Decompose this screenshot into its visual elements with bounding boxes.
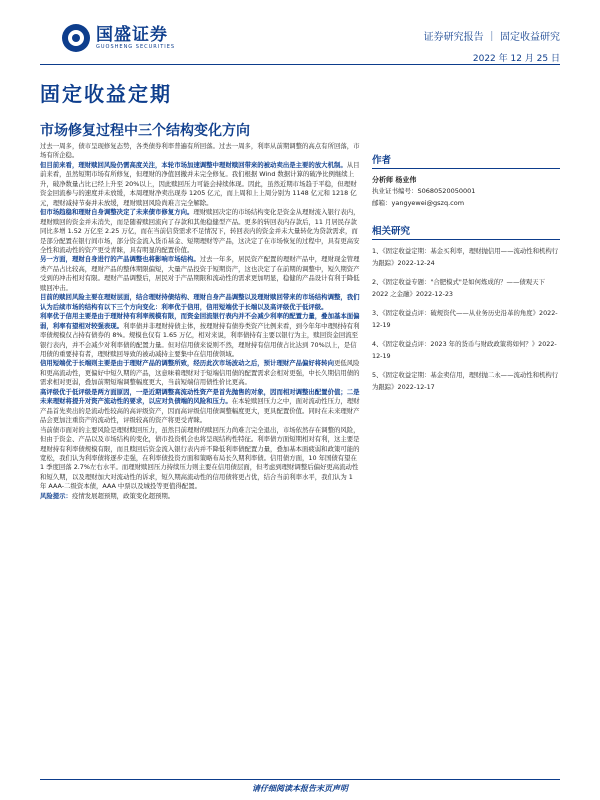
- company-logo: [62, 24, 175, 52]
- logo-icon: [62, 24, 90, 52]
- paragraph-9: 当前债市面对的主要风险是理财赎回压力，虽然目前理财的赎回压力尚难言完全退出，市场依然存在调整的风险，但由于资金、产品以及市场结构的变化，债市投资机会也将呈现结构性特征。利率债方面短期相对有利，这主要是理财持有利率债规模有限，而且赎回后资金流入银行表内并不降低利率债配置力量，叠加基本面疲弱和政策可能的宽松，我们认为利率债将逐步走强，在利率债投资方面和策略布局长久期利率债。信用债方面，10 年国债有望在 1 季度回落 2.7%左右水平。而理财赎回压力持续压力则主要在信用债层面，但考虑到理财调整后偏好更高流动性和短久期，以及理财加大对流动性的诉求，短久期高流动性的信用债将更占优，结合当前利率水平，我们认为 1 年 AAA-二级资本债，AAA 中票以及城投等更值得配置。: [40, 425, 360, 491]
- paragraph-8: 高评级优于低评级是两方面原因，一是近期调整高流动性资产是首先抛售的对象，因而相对调整出配置价值；二是未来理财将提升对资产流动性的要求，以应对负债端的风险和压力。在本轮赎回压力之中，面对流动性压力，理财产品首先卖出的是流动性较高的高评级资产，因而高评级信用债调整幅度更大，更具配置价值。同时在未来理财产品会更加注重资产的流动性，评级较高的资产将更受青睐。: [40, 387, 360, 425]
- related-report[interactable]: 5、《固定收益定期：基金卖信用，理财抛二永——流动性和机构行为跟踪》2022-12-17: [372, 371, 559, 391]
- report-type: 证券研究报告 ｜ 固定收益研究: [423, 32, 560, 43]
- related-report[interactable]: 3、《固定收益点评：破规资代——从业务历史沿革的角度》2022-12-19: [372, 309, 558, 329]
- author-names: 分析师 杨业伟: [372, 176, 417, 184]
- logo-name-en: GUOSHENG SECURITIES: [96, 44, 176, 50]
- header-divider: [40, 64, 560, 65]
- main-body: [40, 142, 360, 501]
- paragraph-4: 另一方面，理财自身进行的产品调整也将影响市场结构。过去一年多，居民资产配置的理财产品中，理财现金管理类产品占比较高，理财产品的整体期限偏短，大量产品投资于短期资产，这也决定了在前期的调整中，短久期资产受到的冲击相对有限。理财产品调整后，居民对于产品期限和流动性的需求更加明显，稳健的产品设计有利于降低赎回冲击。: [40, 255, 360, 292]
- report-date: 2022 年 12 月 25 日: [472, 54, 560, 64]
- footer-divider: [40, 779, 560, 780]
- page-subtitle: 市场修复过程中三个结构变化方向: [40, 123, 250, 139]
- report-meta: [424, 28, 560, 64]
- author-email[interactable]: 邮箱：yangyewei@gszq.com: [372, 199, 465, 207]
- paragraph-3: 但市场趋稳和理财自身调整决定了未来债市修复方向。理财赎回决定的市场结构变化是资金从理财流入银行表内，理财赎回的资金并未消失，而是随着赎回流向了存款和其他稳健型产品。更多的转回表内存款后，11 月居民存款同比多增 1.52 万亿至 2.25 万亿，而在当前信贷需求不足情况下，转回表内的资金并未大量转化为贷款需求，而是部分配置在银行间市场，部分资金流入货币基金、短期理财等产品，这决定了在市场恢复的过程中，具有更高安全性和流动性的资产更受青睐，具有明显的配置价值。: [40, 208, 360, 254]
- paragraph-1: 过去一周多，债市呈现修复态势，各类债券利率普遍有所回落。过去一周多，利率从前期调整的高点有所回落，市场有所企稳。: [40, 142, 360, 160]
- paragraph-5: 目前的赎回风险主要在理财层面，结合理财持债结构、理财自身产品调整以及理财赎回带来的市场结构调整，我们认为后续市场的结构有以下三个方向变化：利率优于信用，信用短端优于长端以及高评级优于低评级。: [40, 293, 360, 311]
- paragraph-7: 信用短端优于长端则主要是由于理财产品的调整所致，经历此次市场波动之后，预计理财产品偏好将转向更低风险和更高流动性，更偏好中短久期的产品，这意味着理财对于短端信用债的配置需求会相对更强，中长久期信用债的需求相对更弱，叠加前期短端调整幅度更大，当前短端信用债性价比更高。: [40, 359, 360, 387]
- author-cert: 执业证书编号：S0680520050001: [372, 187, 476, 195]
- logo-name: 国盛证券: [96, 25, 168, 45]
- related-report[interactable]: 1、《固定收益定期：基金买利率，理财抛信用——流动性和机构行为跟踪》2022-12-24: [372, 247, 559, 267]
- page-title: 固定收益定期: [40, 82, 172, 106]
- paragraph-6: 利率优于信用主要是由于理财持有利率规模有限，而资金回流银行表内并不会减少利率的配置力量，叠加基本面偏弱，利率有望相对较强表现。利率债并非理财持债主体，按理财持有债券类资产比例来看，到今年年中理财持有利率债规模仅占持有债券的 8%。规模也仅有 1.65 万亿，相对来说，利率债持有主要以银行为主，赎回资金回流至银行表内，并不会减少对利率债的配置力量。但对信用债来说则不然，理财持有信用债占比达到 70%以上，是信用债的重要持有者，理财赎回导致的被动减持主要集中在信用债领域。: [40, 312, 360, 358]
- paragraph-2: 但目前来看，理财赎回风险仍需高度关注，本轮市场加速调整中理财赎回带来的被动卖出是主要的放大机制。从目前来看，虽然短期市场有所修复，但理财的净值回撤并未完全修复。我们根据 Wind 数据计算的破净比例继续上升，破净数量占比已经上升至 20%以上，因此赎回压力可能会持续体现。因此，虽然近期市场趋于平稳，但理财资金回流参与的速度并未放缓，本周理财净卖出现券 1205 亿元，而上周和上上周分别为 1148 亿元和 1218 亿元，理财减持节奏并未放缓，理财赎回风险尚难言完全解除。: [40, 160, 360, 207]
- related-report[interactable]: 4、《固定收益点评：2023 年的货币与财政政策将如何？》2022-12-19: [372, 340, 557, 360]
- related-heading: 相关研究: [372, 223, 560, 240]
- risk-warning: 风险提示：疫情发展超预期，政策变化超预期。: [40, 491, 175, 500]
- authors-heading: 作者: [372, 152, 560, 169]
- footer-disclaimer: 请仔细阅读本报告末页声明: [252, 784, 348, 793]
- sidebar: [372, 152, 560, 401]
- related-report[interactable]: 2、《固定收益专题："合肥模式"是如何炼成的？——债观天下 2022 之金融》2022-12-23: [372, 278, 545, 298]
